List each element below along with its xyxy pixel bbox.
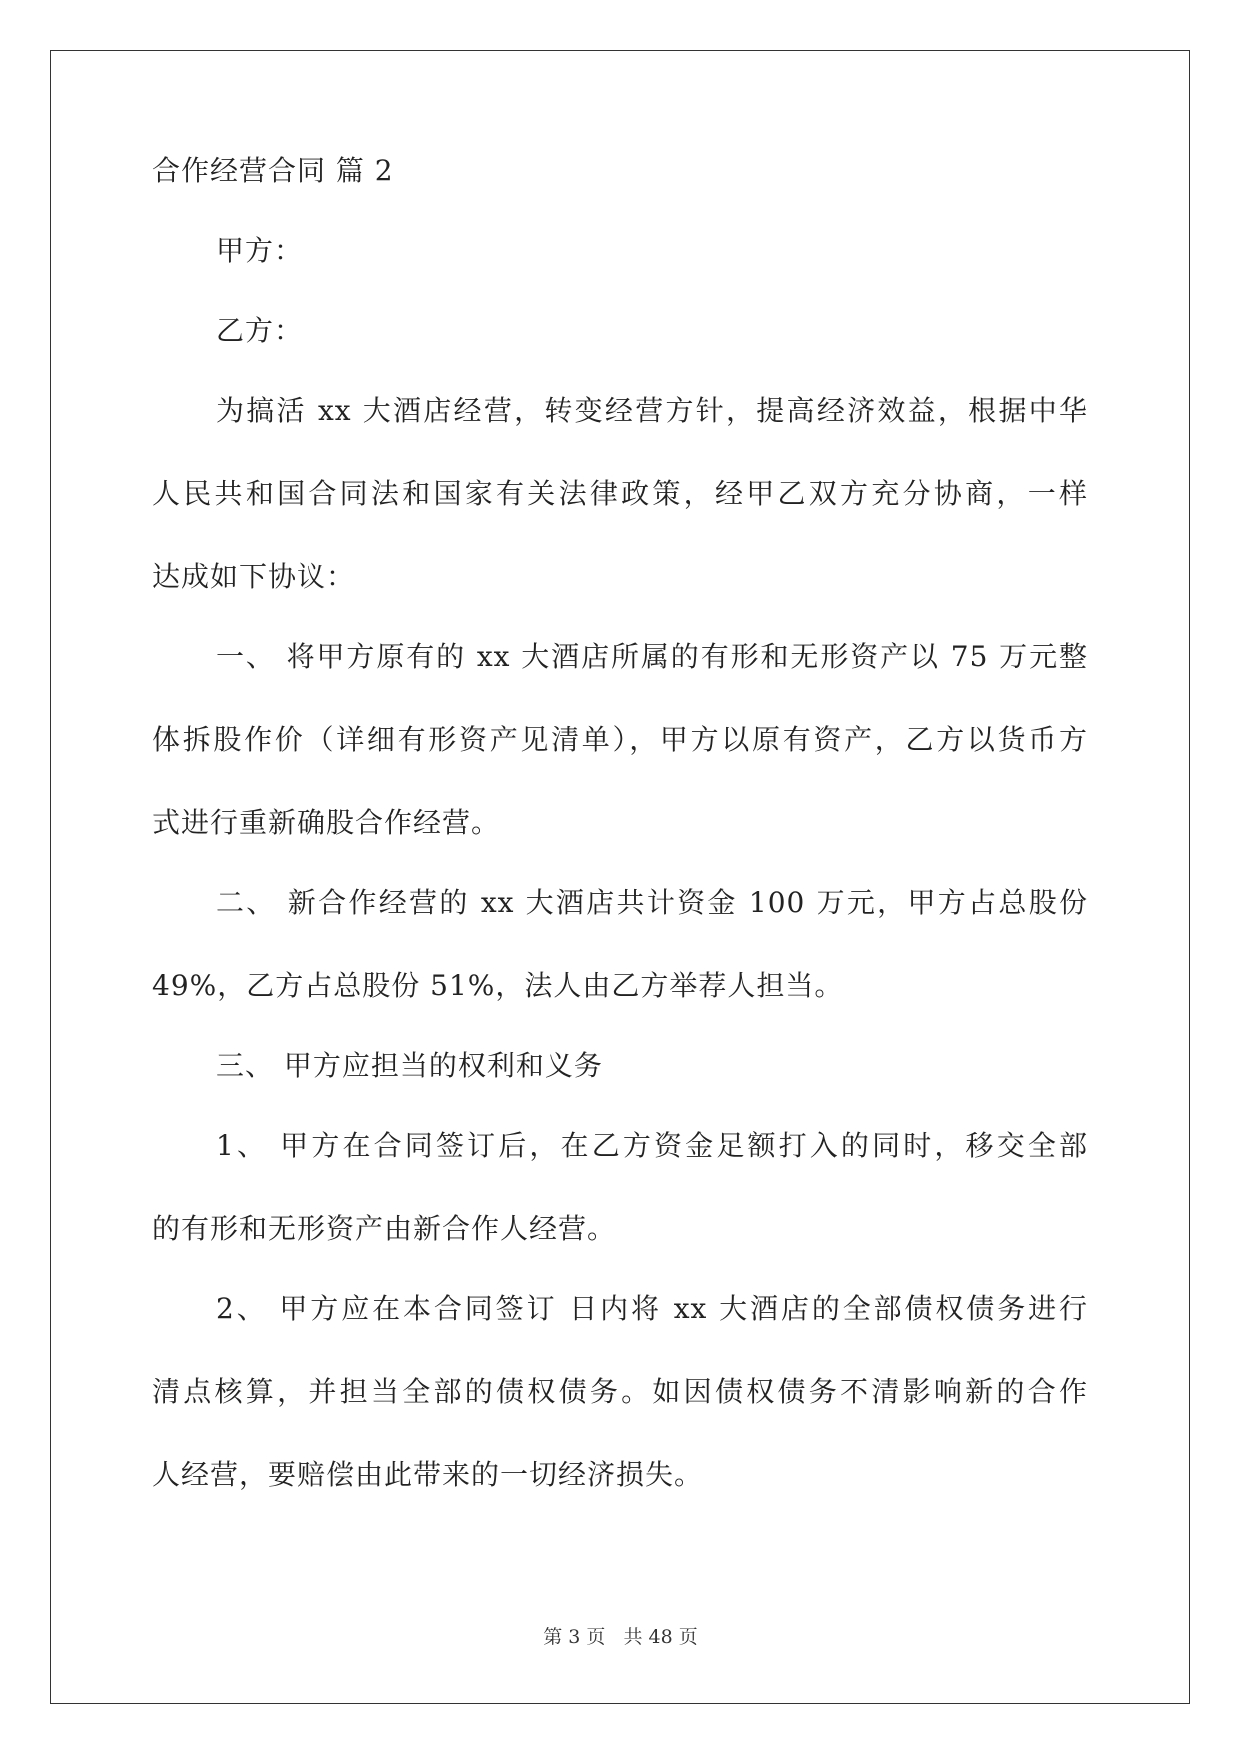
paragraph-line: 人民共和国合同法和国家有关法律政策，经甲乙双方充分协商，一样 — [152, 477, 1088, 510]
paragraph-line: 式进行重新确股合作经营。 — [152, 806, 501, 839]
paragraph-line: 清点核算，并担当全部的债权债务。如因债权债务不清影响新的合作 — [152, 1375, 1088, 1408]
document-body — [152, 150, 1088, 1534]
paragraph-line: 49%，乙方占总股份 51%，法人由乙方举荐人担当。 — [152, 969, 844, 1002]
paragraph-line: 一、 将甲方原有的 xx 大酒店所属的有形和无形资产以 75 万元整 — [216, 640, 1088, 673]
sub-clause-2 — [152, 1288, 1088, 1496]
clause-2 — [152, 882, 1088, 1007]
paragraph-line: 乙方： — [216, 314, 304, 347]
document-title: 合作经营合同 篇 2 — [152, 154, 394, 187]
clause-1 — [152, 636, 1088, 844]
page-footer — [0, 1622, 1241, 1649]
party-a — [152, 230, 1088, 272]
paragraph-line: 为搞活 xx 大酒店经营，转变经营方针，提高经济效益，根据中华 — [216, 394, 1088, 427]
paragraph-line: 人经营，要赔偿由此带来的一切经济损失。 — [152, 1458, 704, 1491]
paragraph-line: 甲方： — [216, 234, 304, 267]
total-pages: 共 48 页 — [623, 1626, 698, 1648]
paragraph-line: 体拆股作价（详细有形资产见清单），甲方以原有资产，乙方以货币方 — [152, 723, 1088, 756]
paragraph-line: 的有形和无形资产由新合作人经营。 — [152, 1212, 617, 1245]
preamble-paragraph — [152, 390, 1088, 598]
clause-3-heading — [152, 1045, 1088, 1087]
paragraph-line: 2、 甲方应在本合同签订 日内将 xx 大酒店的全部债权债务进行 — [216, 1292, 1088, 1325]
paragraph-line: 1、 甲方在合同签订后，在乙方资金足额打入的同时，移交全部 — [216, 1129, 1088, 1162]
paragraph-line: 达成如下协议： — [152, 560, 356, 593]
sub-clause-1 — [152, 1125, 1088, 1250]
party-b — [152, 310, 1088, 352]
paragraph-line: 二、 新合作经营的 xx 大酒店共计资金 100 万元，甲方占总股份 — [216, 886, 1088, 919]
page-number: 第 3 页 — [543, 1626, 606, 1648]
paragraph-line: 三、 甲方应担当的权利和义务 — [216, 1049, 603, 1082]
